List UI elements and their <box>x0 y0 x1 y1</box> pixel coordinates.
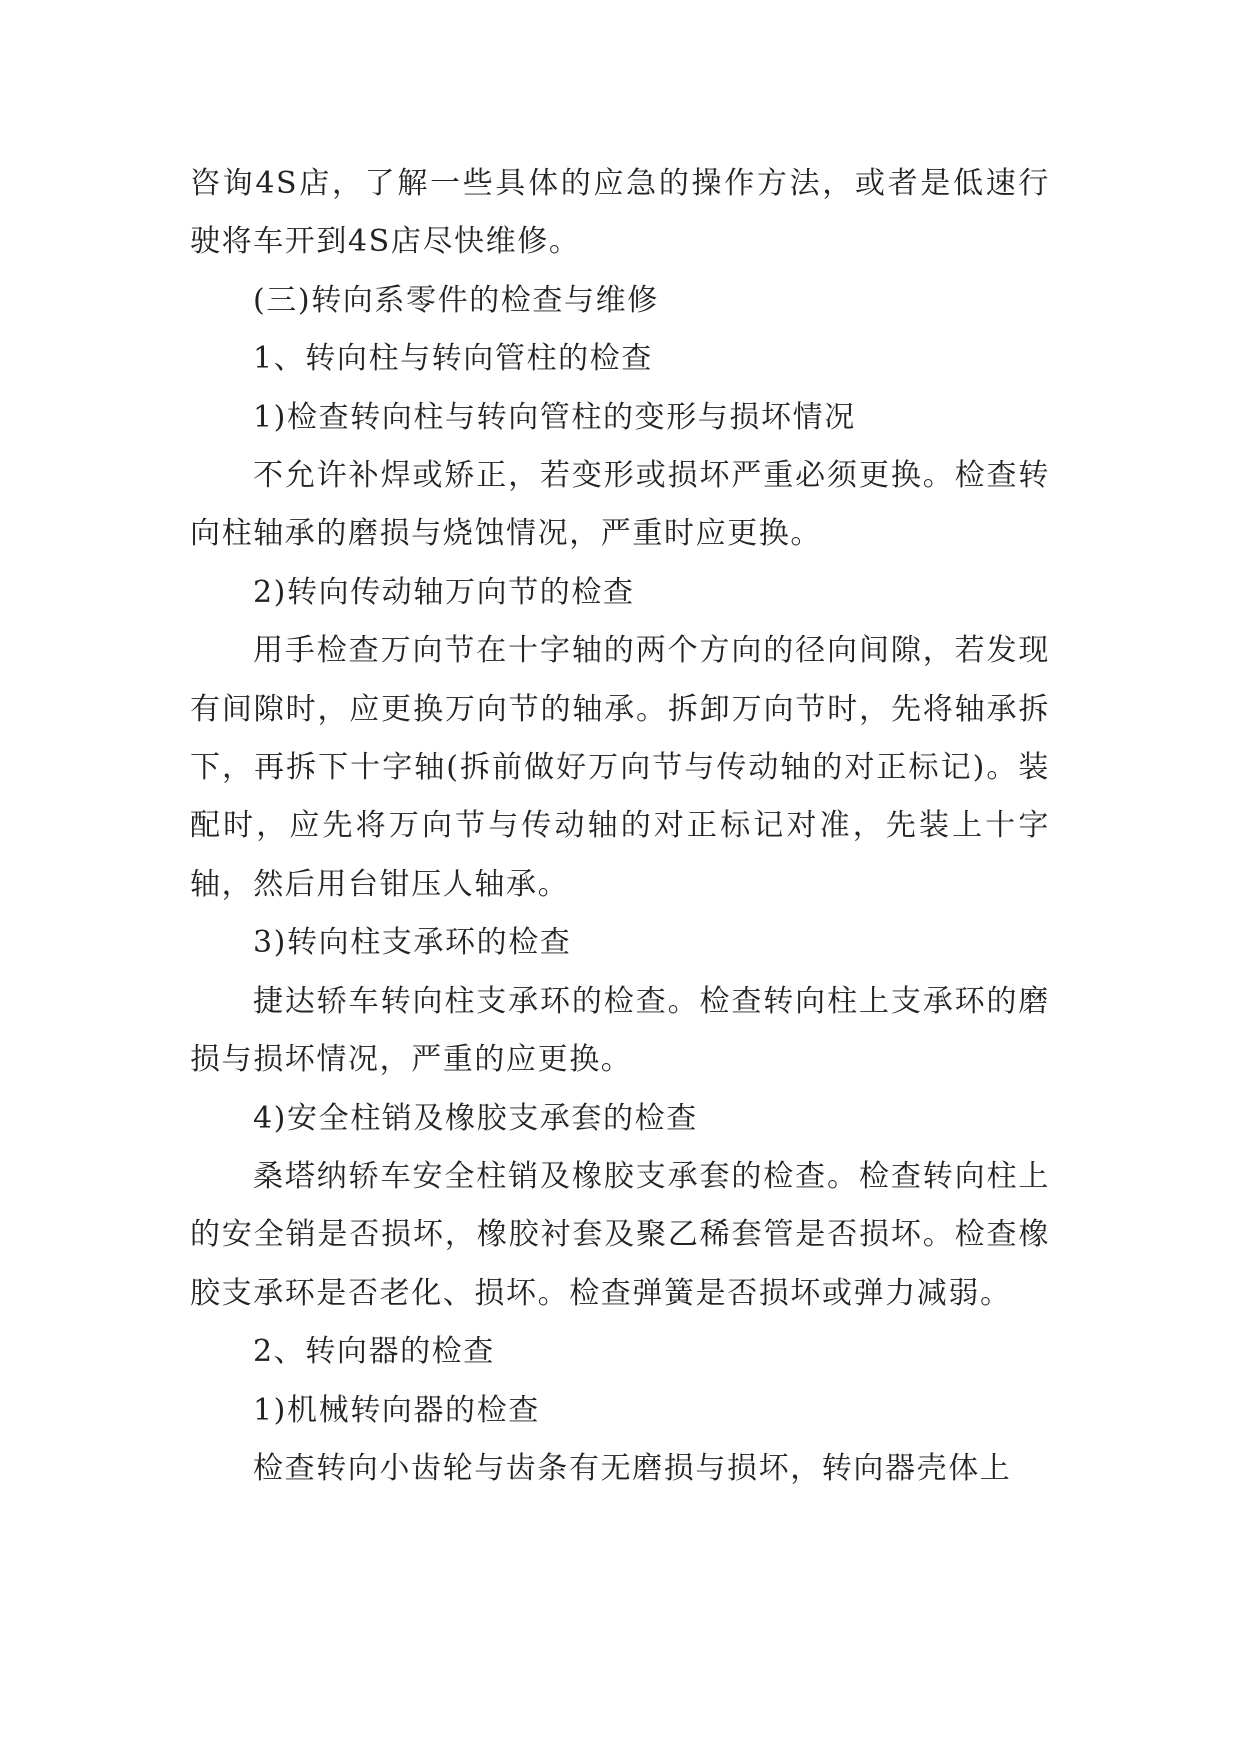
item-heading: 2)转向传动轴万向节的检查 <box>253 574 635 610</box>
item-heading: 4)安全柱销及橡胶支承套的检查 <box>253 1100 698 1136</box>
paragraph: 不允许补焊或矫正，若变形或损坏严重必须更换。检查转向柱轴承的磨损与烧蚀情况，严重时应更换。 <box>190 458 1050 552</box>
subsection-heading: 1、转向柱与转向管柱的检查 <box>253 341 653 377</box>
document-body <box>190 155 1050 1498</box>
paragraph: 捷达轿车转向柱支承环的检查。检查转向柱上支承环的磨损与损坏情况，严重的应更换。 <box>190 983 1050 1078</box>
paragraph: 检查转向小齿轮与齿条有无磨损与损坏，转向器壳体上 <box>253 1450 1012 1486</box>
paragraph-continuation: 咨询4S店，了解一些具体的应急的操作方法，或者是低速行驶将车开到4S店尽快维修。 <box>190 166 1050 260</box>
section-heading: (三)转向系零件的检查与维修 <box>253 282 659 318</box>
paragraph: 用手检查万向节在十字轴的两个方向的径向间隙，若发现有间隙时，应更换万向节的轴承。拆卸万向节时，先将轴承拆下，再拆下十字轴(拆前做好万向节与传动轴的对正标记)。装配时，应先将万向节与传动轴的对正标记对准，先装上十字轴，然后用台钳压人轴承。 <box>190 633 1050 902</box>
item-heading: 1)检查转向柱与转向管柱的变形与损坏情况 <box>253 399 856 435</box>
paragraph: 桑塔纳轿车安全柱销及橡胶支承套的检查。检查转向柱上的安全销是否损坏，橡胶衬套及聚乙稀套管是否损坏。检查橡胶支承环是否老化、损坏。检查弹簧是否损坏或弹力减弱。 <box>190 1158 1050 1311</box>
item-heading: 3)转向柱支承环的检查 <box>253 925 572 961</box>
subsection-heading: 2、转向器的检查 <box>253 1334 495 1370</box>
item-heading: 1)机械转向器的检查 <box>253 1392 540 1428</box>
